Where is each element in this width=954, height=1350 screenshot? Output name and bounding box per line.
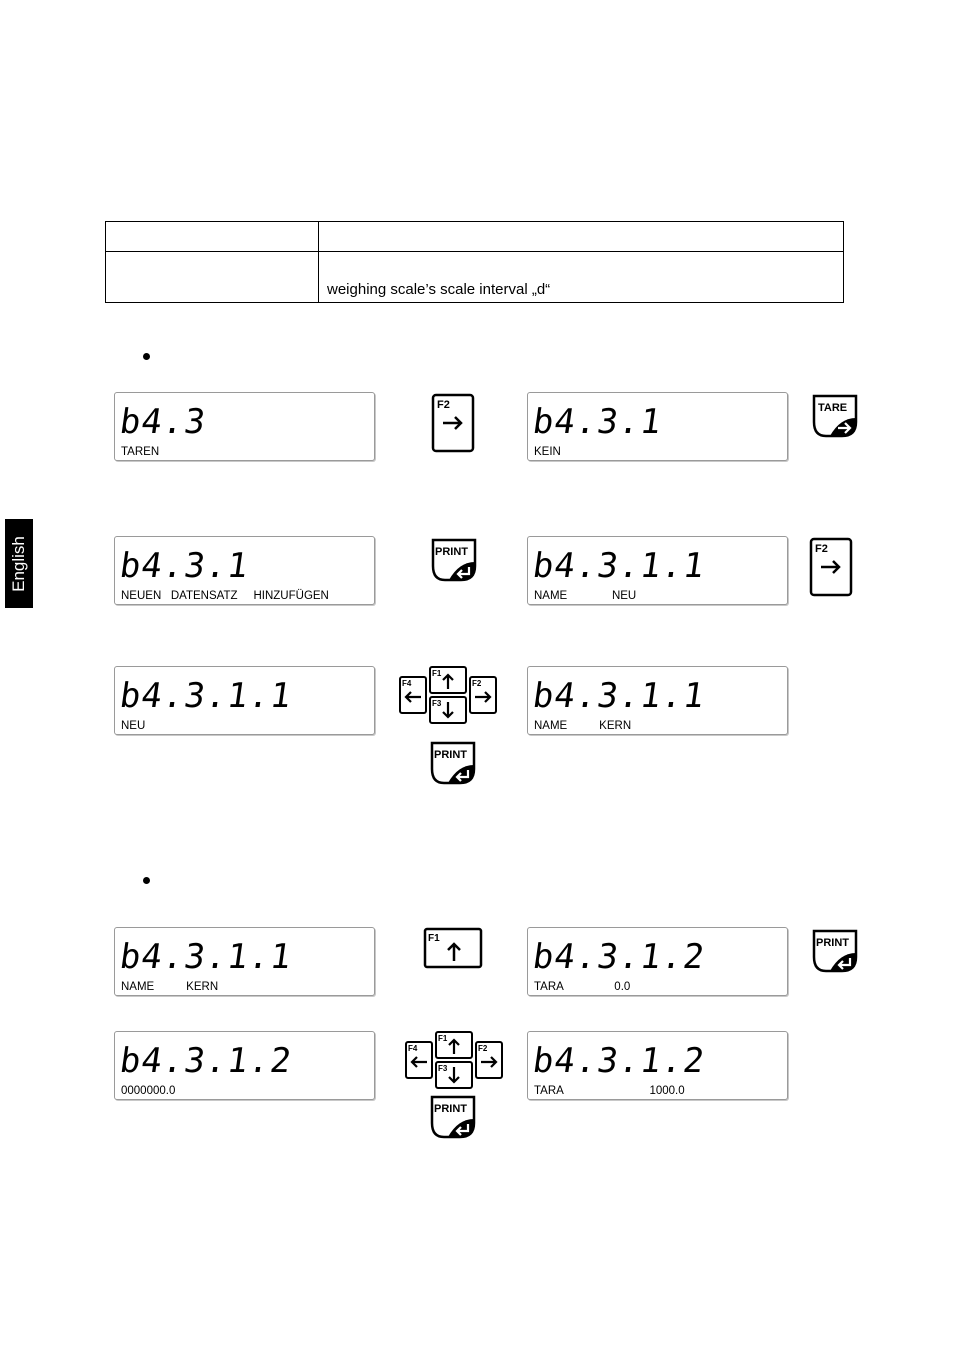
navigation-keypad[interactable] — [398, 665, 498, 725]
svg-text:F3: F3 — [438, 1064, 448, 1073]
lcd-segment-text: b4.3.1.1 — [530, 676, 708, 716]
lcd-label: NAME KERN — [121, 981, 219, 993]
table-cell — [106, 222, 319, 252]
lcd-display — [527, 536, 788, 605]
print-key-label: PRINT — [434, 749, 467, 761]
lcd-segment-text: b4.3.1.1 — [117, 676, 295, 716]
svg-text:F1: F1 — [438, 1034, 448, 1043]
navigation-keypad[interactable] — [404, 1030, 504, 1090]
svg-text:F4: F4 — [408, 1044, 418, 1053]
lcd-segment-text: b4.3.1.1 — [117, 937, 295, 977]
bullet — [143, 353, 150, 360]
language-tab-label: English — [9, 535, 28, 592]
tare-key[interactable] — [810, 392, 860, 440]
table-row — [106, 252, 844, 303]
f1-key-label: F1 — [428, 933, 440, 944]
svg-text:F3: F3 — [432, 699, 442, 708]
svg-text:F2: F2 — [472, 679, 482, 688]
lcd-segment-text: b4.3.1.2 — [530, 1041, 708, 1081]
f1-key[interactable] — [423, 927, 483, 971]
table-row — [106, 222, 844, 252]
lcd-label: TARA 0.0 — [534, 981, 631, 993]
print-key-label: PRINT — [816, 937, 849, 949]
print-key[interactable] — [810, 927, 860, 975]
lcd-segment-text: b4.3.1 — [117, 546, 252, 586]
lcd-segment-text: b4.3.1.2 — [530, 937, 708, 977]
lcd-segment-text: b4.3.1.2 — [117, 1041, 295, 1081]
f2-key-label: F2 — [437, 399, 450, 411]
parameter-table — [105, 221, 844, 303]
f2-key[interactable] — [431, 393, 475, 453]
print-key[interactable] — [429, 536, 479, 584]
bullet — [143, 877, 150, 884]
lcd-segment-text: b4.3.1.1 — [530, 546, 708, 586]
lcd-display — [114, 666, 375, 735]
f2-key-label: F2 — [815, 543, 828, 555]
print-key-label: PRINT — [434, 1103, 467, 1115]
lcd-label: NAME KERN — [534, 720, 632, 732]
table-cell: weighing scale’s scale interval „d“ — [319, 252, 844, 303]
f4-left-key — [406, 1042, 432, 1078]
print-key-label: PRINT — [435, 546, 468, 558]
language-tab — [5, 519, 33, 608]
lcd-display — [527, 392, 788, 461]
print-key[interactable] — [428, 1093, 478, 1141]
f2-key[interactable] — [809, 537, 853, 597]
lcd-display — [114, 1031, 375, 1100]
svg-text:F1: F1 — [432, 669, 442, 678]
lcd-display — [114, 927, 375, 996]
f1-up-key — [436, 1032, 472, 1058]
tare-key-label: TARE — [818, 402, 848, 414]
svg-text:F4: F4 — [402, 679, 412, 688]
lcd-label: KEIN — [534, 446, 561, 458]
lcd-display — [527, 927, 788, 996]
lcd-label: NAME NEU — [534, 590, 637, 602]
lcd-label: 0000000.0 — [121, 1085, 176, 1097]
table-cell — [106, 252, 319, 303]
lcd-display — [114, 536, 375, 605]
lcd-display — [527, 1031, 788, 1100]
f2-right-key — [470, 677, 496, 713]
lcd-segment-text: b4.3 — [117, 402, 209, 442]
lcd-display — [527, 666, 788, 735]
table-cell — [319, 222, 844, 252]
svg-text:F2: F2 — [478, 1044, 488, 1053]
f3-down-key — [430, 697, 466, 723]
lcd-label: TARA 1000.0 — [534, 1085, 685, 1097]
f3-down-key — [436, 1062, 472, 1088]
f4-left-key — [400, 677, 426, 713]
lcd-display — [114, 392, 375, 461]
f2-right-key — [476, 1042, 502, 1078]
lcd-label: NEUEN DATENSATZ HINZUFÜGEN — [121, 590, 329, 602]
print-key[interactable] — [428, 739, 478, 787]
f1-up-key — [430, 667, 466, 693]
lcd-segment-text: b4.3.1 — [530, 402, 665, 442]
lcd-label: TAREN — [121, 446, 160, 458]
lcd-label: NEU — [121, 720, 146, 732]
